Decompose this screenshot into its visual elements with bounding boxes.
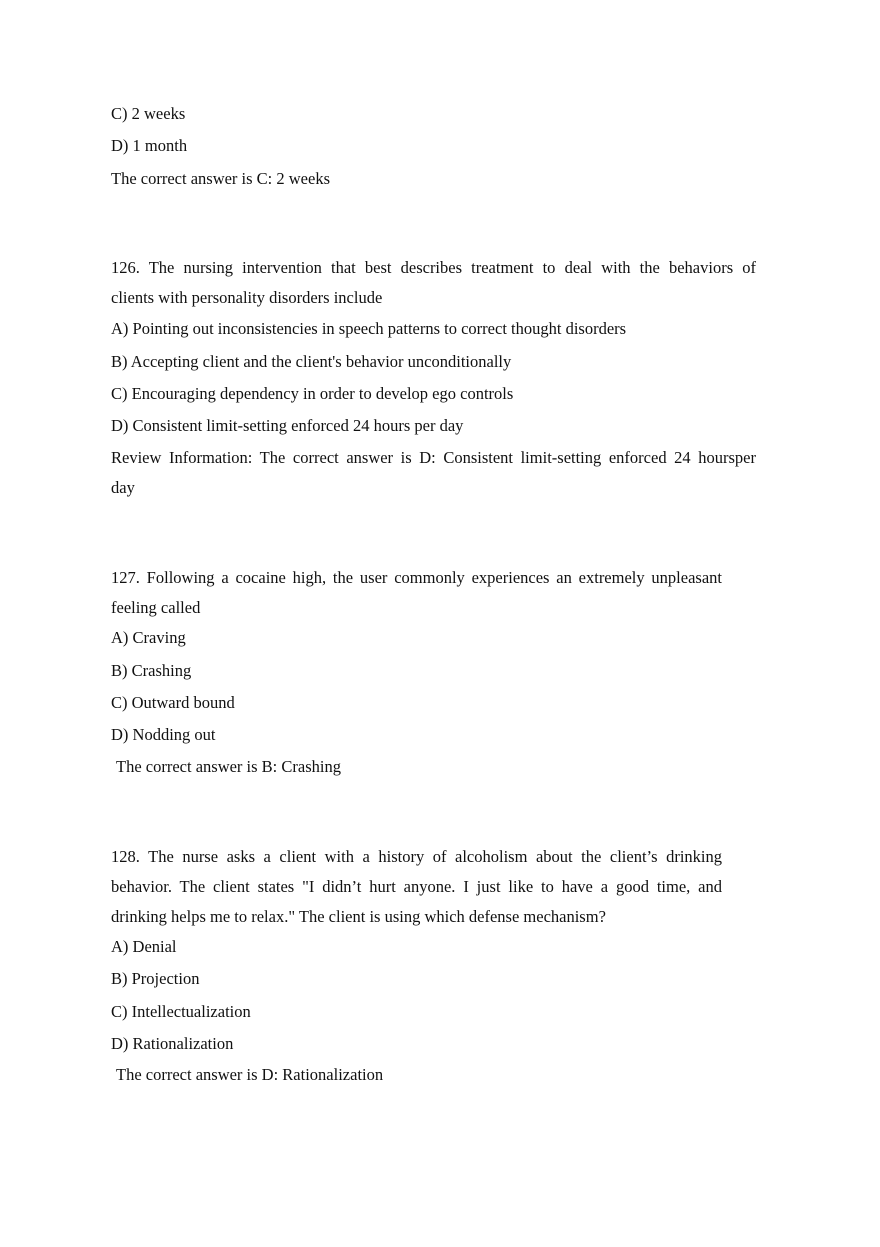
q128-answer: The correct answer is D: Rationalization bbox=[116, 1065, 384, 1084]
q128-question-line2: behavior. The client states "I didn’t hurt anyone. I just like to have a good time, and bbox=[111, 877, 722, 896]
q126-option-c: C) Encouraging dependency in order to develop ego controls bbox=[111, 384, 514, 403]
prev-option-d: D) 1 month bbox=[111, 136, 188, 155]
q126-option-a: A) Pointing out inconsistencies in speech patterns to correct thought disorders bbox=[111, 319, 627, 338]
q127-answer: The correct answer is B: Crashing bbox=[116, 757, 341, 776]
q126-question-line2: clients with personality disorders include bbox=[111, 288, 383, 307]
q128-question-line3: drinking helps me to relax." The client is using which defense mechanism? bbox=[111, 907, 606, 926]
q127-question-line1: 127. Following a cocaine high, the user commonly experiences an extremely unpleasant bbox=[111, 568, 722, 587]
q127-option-b: B) Crashing bbox=[111, 661, 192, 680]
q126-option-b: B) Accepting client and the client's behavior unconditionally bbox=[111, 352, 512, 371]
q126-answer-line2: day bbox=[111, 478, 135, 497]
q128-option-b: B) Projection bbox=[111, 969, 200, 988]
q126-question-line1: 126. The nursing intervention that best describes treatment to deal with the behaviors of bbox=[111, 258, 756, 277]
q128-option-c: C) Intellectualization bbox=[111, 1002, 251, 1021]
q128-question-line1: 128. The nurse asks a client with a history of alcoholism about the client’s drinking bbox=[111, 847, 722, 866]
prev-answer: The correct answer is C: 2 weeks bbox=[111, 169, 331, 188]
q127-option-d: D) Nodding out bbox=[111, 725, 216, 744]
q127-option-c: C) Outward bound bbox=[111, 693, 235, 712]
q128-option-a: A) Denial bbox=[111, 937, 177, 956]
q127-question-line2: feeling called bbox=[111, 598, 201, 617]
q126-option-d: D) Consistent limit-setting enforced 24 hours per day bbox=[111, 416, 464, 435]
q128-option-d: D) Rationalization bbox=[111, 1034, 234, 1053]
q127-option-a: A) Craving bbox=[111, 628, 186, 647]
q126-answer-line1: Review Information: The correct answer is D: Consistent limit-setting enforced 24 hoursper bbox=[111, 448, 756, 467]
prev-option-c: C) 2 weeks bbox=[111, 104, 186, 123]
